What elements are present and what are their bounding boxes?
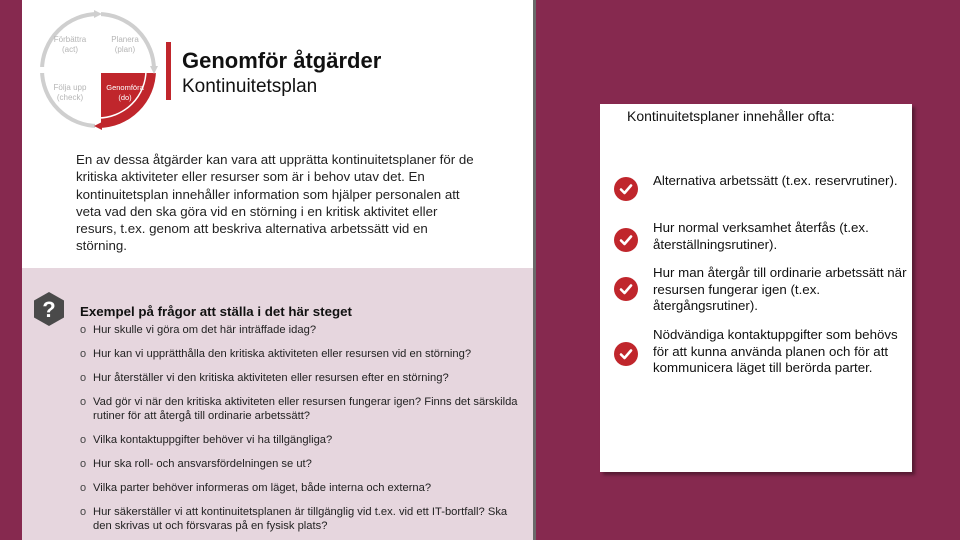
card-item: Hur normal verksamhet återfås (t.ex. återställningsrutiner). [653, 220, 869, 252]
examples-heading: Exempel på frågor att ställa i det här steget [80, 304, 352, 319]
card-item: Nödvändiga kontaktuppgifter som behövs för att kunna använda planen och för att kommunicera läget till berörda parter. [653, 327, 898, 375]
do-label: Genomföra (do) [106, 83, 144, 102]
list-item: o Hur skulle vi göra om det här inträffade idag? [80, 323, 525, 337]
check-icon [614, 177, 638, 201]
list-item: o Vilka kontaktuppgifter behöver vi ha tillgängliga? [80, 433, 525, 447]
list-item: o Hur säkerställer vi att kontinuitetsplanen är tillgänglig vid t.ex. vid ett IT-bortfall? Ska den skrivas ut och försvaras på en fysisk plats? [80, 505, 525, 533]
pdca-cycle-diagram [28, 0, 168, 130]
page-title: Genomför åtgärder [182, 48, 382, 73]
list-item: o Hur kan vi upprätthålla den kritiska aktiviteten eller resursen vid en störning? [80, 347, 525, 361]
check-icon [614, 277, 638, 301]
list-item: o Vilka parter behöver informeras om läget, både interna och externa? [80, 481, 525, 495]
plan-label: Planera (plan) [111, 35, 139, 54]
card-heading: Kontinuitetsplaner innehåller ofta: [627, 108, 835, 124]
check-icon [614, 342, 638, 366]
check-label: Följa upp (check) [53, 83, 87, 102]
svg-text:?: ? [42, 297, 56, 322]
question-icon [31, 291, 67, 327]
left-color-band [0, 0, 22, 540]
act-label: Förbättra (act) [53, 35, 87, 54]
list-item: o Hur återställer vi den kritiska aktiviteten eller resursen efter en störning? [80, 371, 525, 385]
question-list [80, 323, 525, 543]
card-item: Hur man återgår till ordinarie arbetssätt när resursen fungerar igen (t.ex. återgångsrutiner). [653, 265, 907, 313]
list-item: o Hur ska roll- och ansvarsfördelningen se ut? [80, 457, 525, 471]
check-icon [614, 228, 638, 252]
list-item: o Vad gör vi när den kritiska aktiviteten eller resursen fungerar igen? Finns det särskilda rutiner för att återgå till ordinarie arbetssätt? [80, 395, 525, 423]
card-item: Alternativa arbetssätt (t.ex. reservrutiner). [653, 173, 898, 188]
page-subtitle: Kontinuitetsplan [182, 76, 318, 97]
title-accent-bar [166, 42, 171, 100]
intro-paragraph: En av dessa åtgärder kan vara att upprätta kontinuitetsplaner för de kritiska aktiviteter eller resurser som är i behov utav det. En kontinuitetsplan innehåller information som hjälper personalen att veta vad den ska göra vid en störning i en kritisk aktivitet eller resurs, t.ex. genom att beskriva alternativa arbetssätt vid en störning. [76, 152, 474, 254]
